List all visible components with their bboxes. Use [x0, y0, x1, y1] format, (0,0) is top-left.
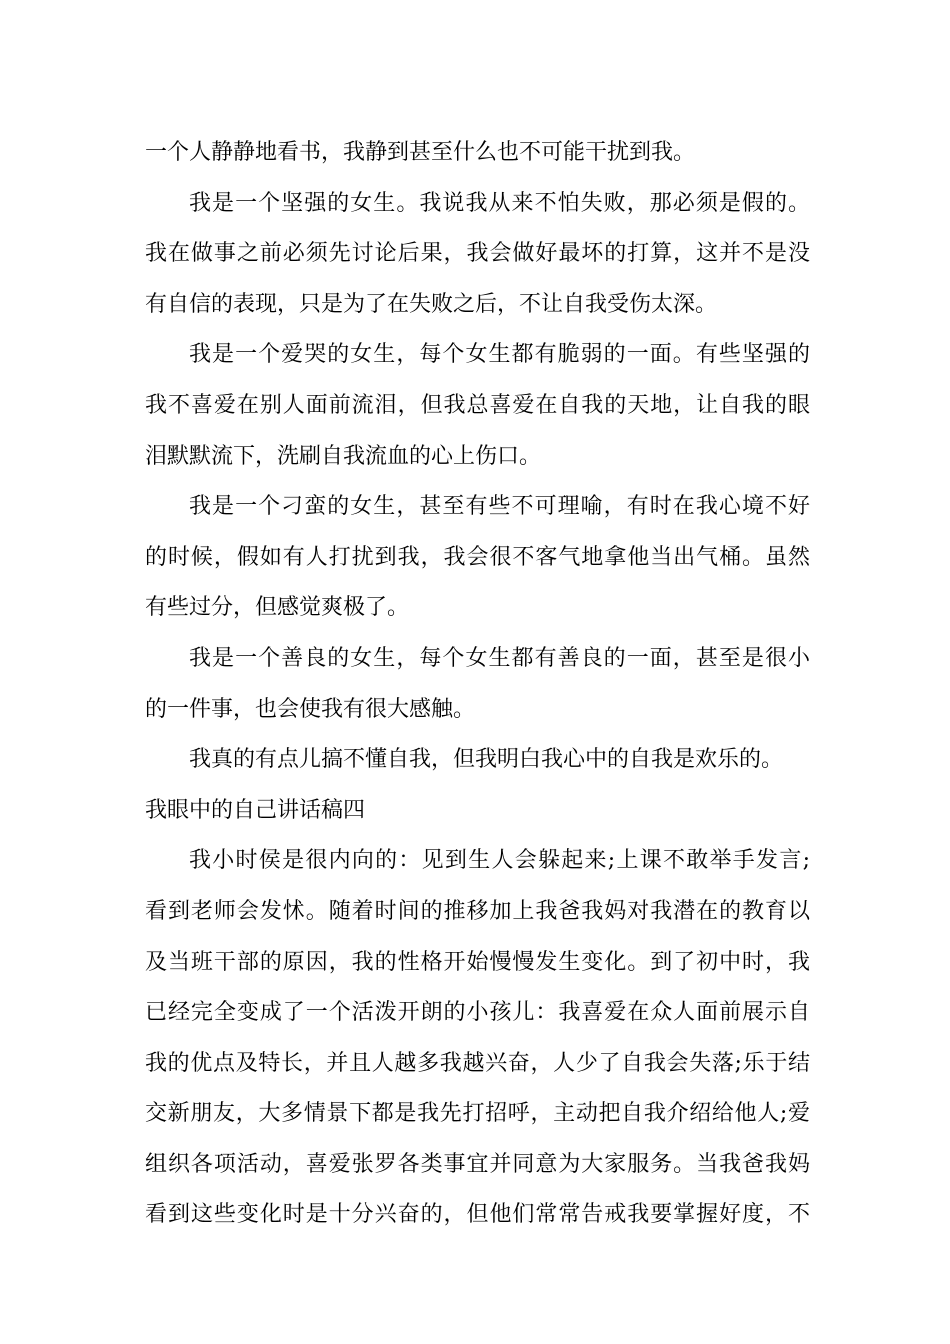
text-line: 看到这些变化时是十分兴奋的，但他们常常告戒我要掌握好度，不 [145, 1202, 810, 1228]
text-line: 我的优点及特长，并且人越多我越兴奋，人少了自我会失落;乐于结 [145, 1050, 810, 1076]
text-line: 及当班干部的原因，我的性格开始慢慢发生变化。到了初中时，我 [145, 949, 810, 975]
text-line: 我在做事之前必须先讨论后果，我会做好最坏的打算，这并不是没 [145, 241, 810, 267]
text-line: 我是一个爱哭的女生，每个女生都有脆弱的一面。有些坚强的 [189, 342, 810, 368]
text-line: 交新朋友，大多情景下都是我先打招呼，主动把自我介绍给他人;爱 [145, 1101, 810, 1127]
body-text [145, 128, 810, 1241]
text-line: 的时候，假如有人打扰到我，我会很不客气地拿他当出气桶。虽然 [145, 544, 810, 570]
text-line: 已经完全变成了一个活泼开朗的小孩儿：我喜爱在众人面前展示自 [145, 1000, 810, 1026]
text-line: 有些过分，但感觉爽极了。 [145, 595, 410, 621]
text-line: 的一件事，也会使我有很大感触。 [145, 696, 476, 722]
text-line: 我小时侯是很内向的：见到生人会躲起来;上课不敢举手发言; [189, 848, 810, 874]
text-line: 我不喜爱在别人面前流泪，但我总喜爱在自我的天地，让自我的眼 [145, 392, 810, 418]
text-line: 泪默默流下，洗刷自我流血的心上伤口。 [145, 443, 542, 469]
text-line: 有自信的表现，只是为了在失败之后，不让自我受伤太深。 [145, 291, 718, 317]
text-line: 一个人静静地看书，我静到甚至什么也不可能干扰到我。 [145, 140, 696, 165]
text-line: 我真的有点儿搞不懂自我，但我明白我心中的自我是欢乐的。 [189, 747, 784, 773]
text-line: 我是一个坚强的女生。我说我从来不怕失败，那必须是假的。 [189, 190, 810, 216]
text-line: 我是一个善良的女生，每个女生都有善良的一面，甚至是很小 [189, 645, 810, 671]
text-line: 看到老师会发怵。随着时间的推移加上我爸我妈对我潜在的教育以 [145, 898, 810, 924]
text-line: 组织各项活动，喜爱张罗各类事宜并同意为大家服务。当我爸我妈 [145, 1151, 810, 1177]
text-line: 我是一个刁蛮的女生，甚至有些不可理喻，有时在我心境不好 [189, 494, 810, 520]
section-heading: 我眼中的自己讲话稿四 [145, 797, 366, 823]
